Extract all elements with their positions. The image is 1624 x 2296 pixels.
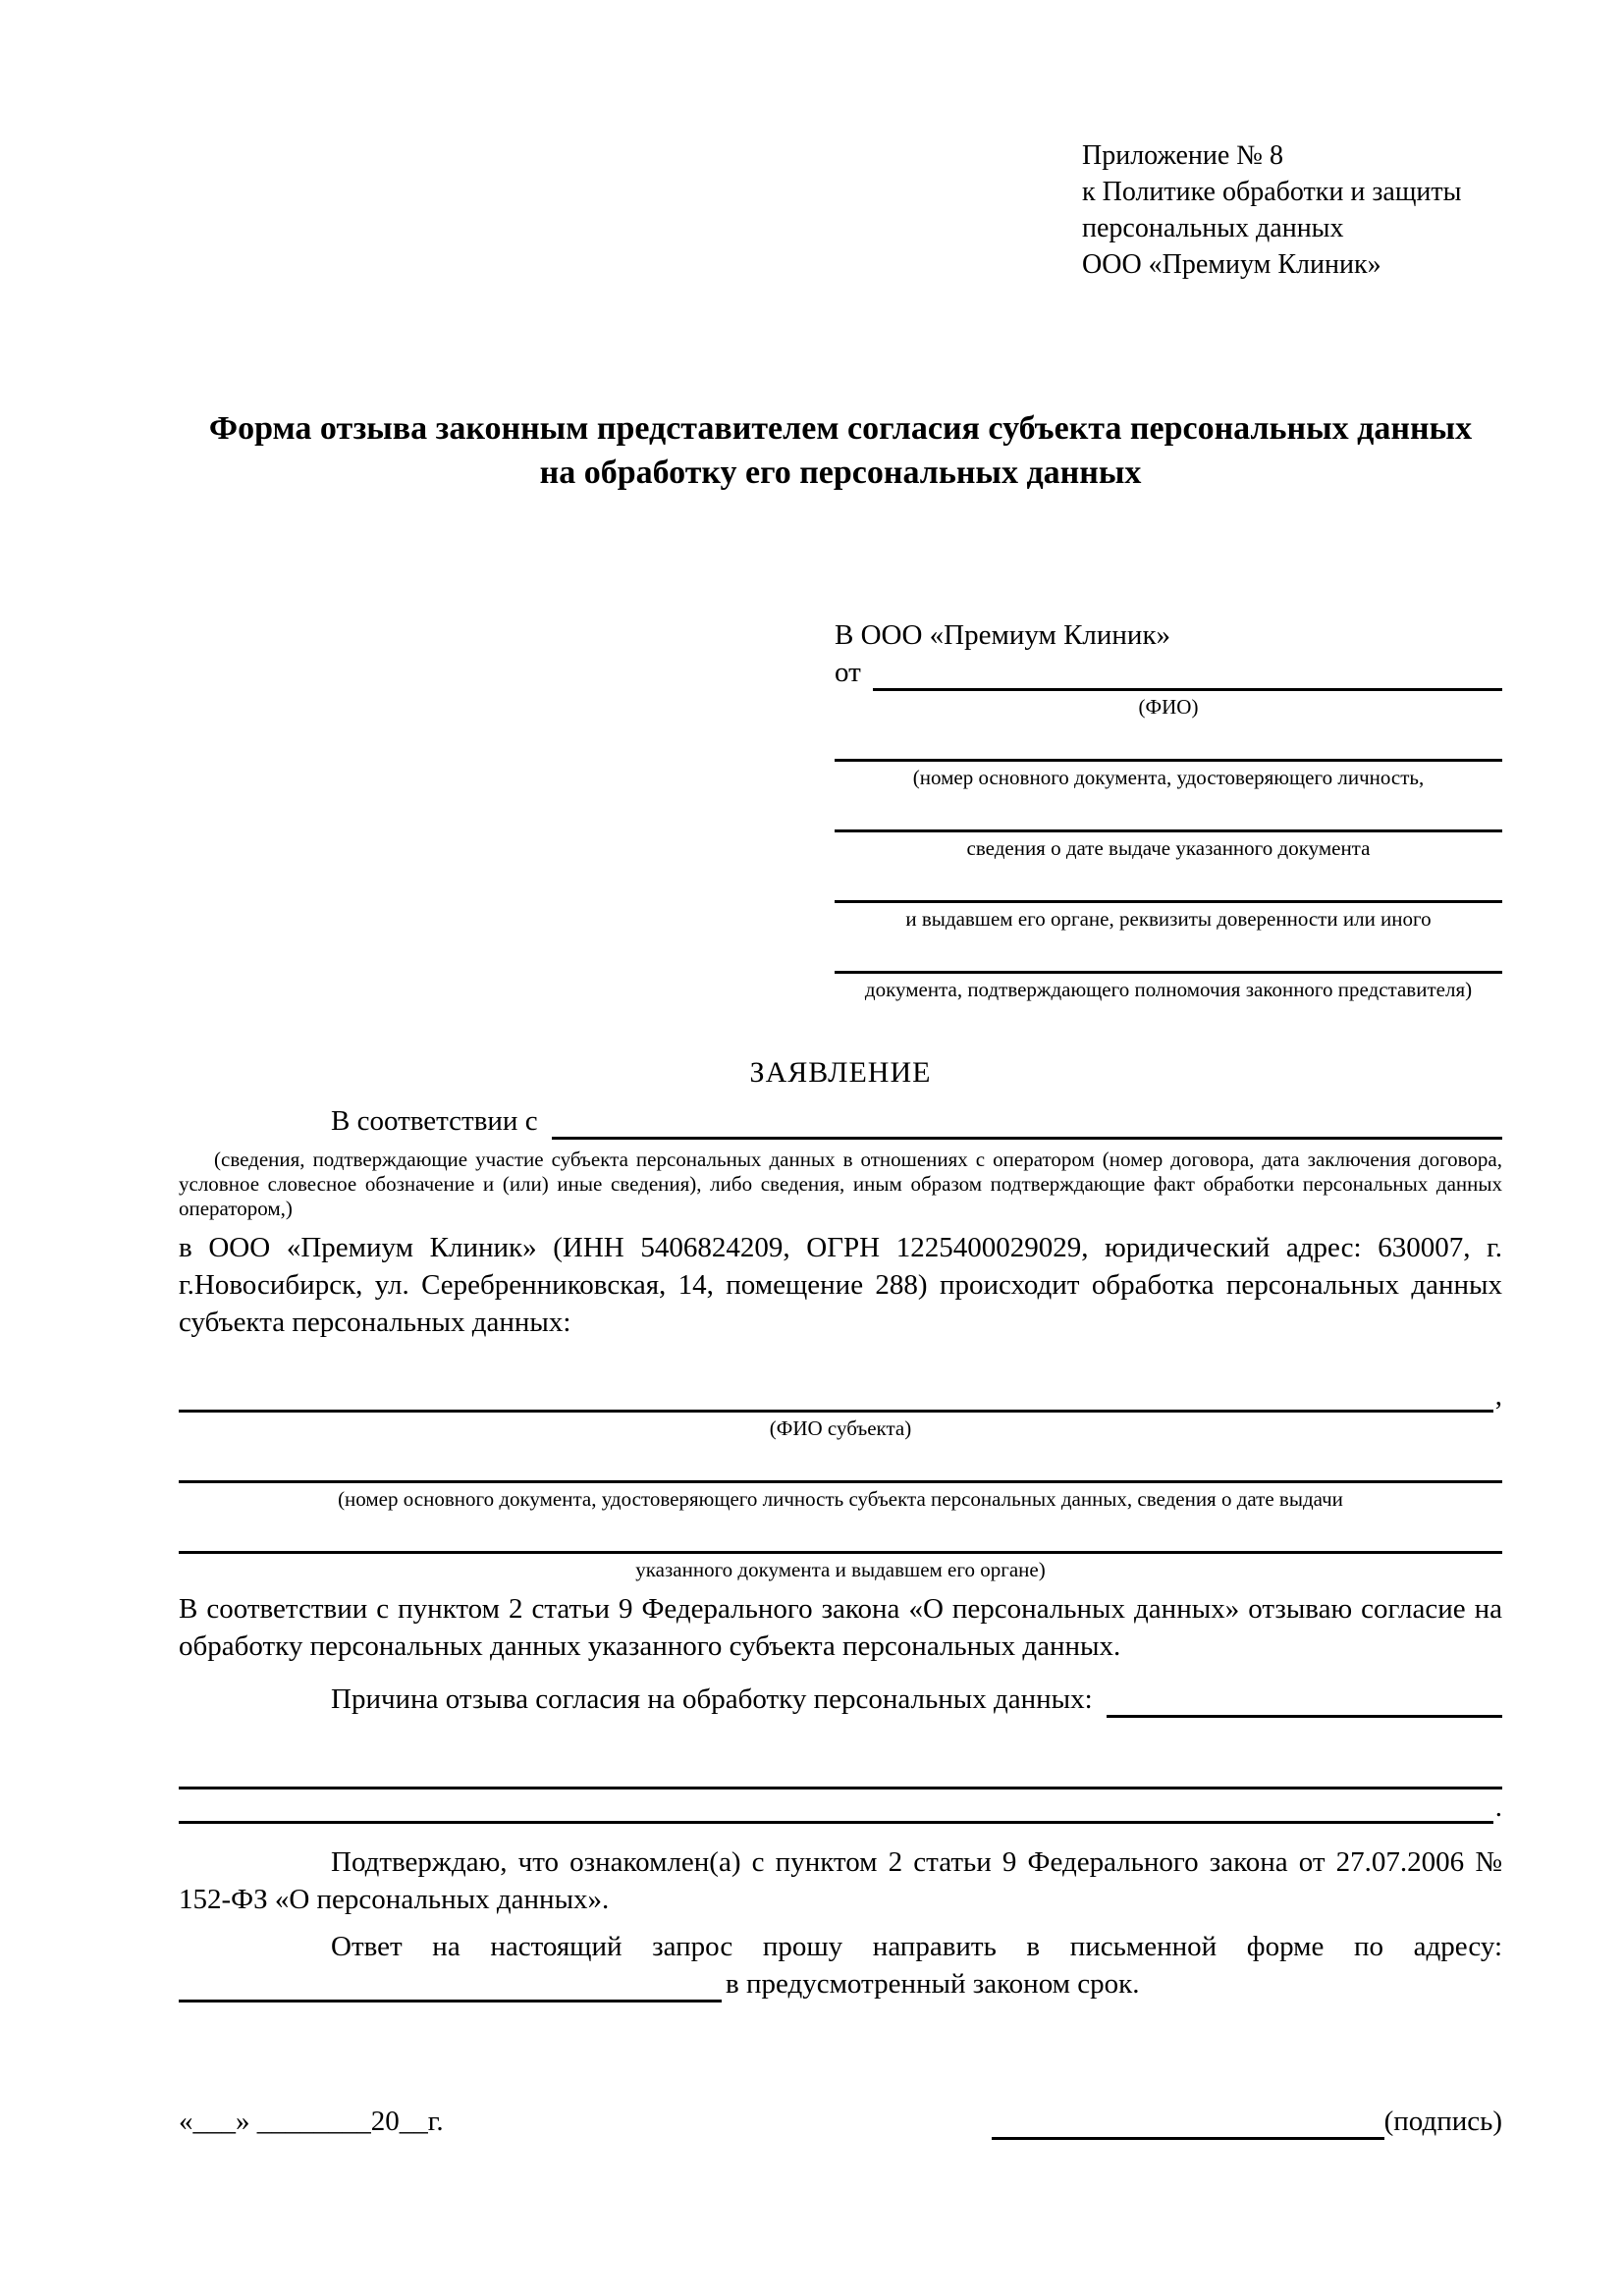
withdrawal-paragraph: В соответствии с пунктом 2 статьи 9 Федерального закона «О персональных данных» отзываю согласие на обработку персональных данных указанного субъекта персональных данных. [179, 1593, 1502, 1662]
reason-fill-line-short [1107, 1685, 1502, 1718]
statement-heading: ЗАЯВЛЕНИЕ [749, 1056, 932, 1089]
reason-row [179, 1681, 1502, 1718]
document-title: Форма отзыва законным представителем согласия субъекта персональных данных на обработку его персональных данных [208, 410, 1473, 491]
reason-fill-row-2 [179, 1789, 1502, 1824]
operator-info-paragraph: в ООО «Премиум Клиник» (ИНН 5406824209, ОГРН 1225400029029, юридический адрес: 630007, г. г.Новосибирск, ул. Серебренниковская, 14, помещение 288) происходит обработка персональных данных субъекта персональных данных: [179, 1232, 1502, 1338]
issuing-authority-fill-line [835, 861, 1502, 903]
subject-fio-caption: (ФИО субъекта) [769, 1416, 912, 1440]
subject-document-fill-line [179, 1441, 1502, 1483]
fio-fill-line [873, 659, 1502, 691]
appendix-number: Приложение № 8 [1082, 140, 1283, 171]
subject-fio-comma: , [1494, 1380, 1502, 1412]
subject-fio-fill-line [179, 1376, 1493, 1413]
issue-date-fill-line [835, 790, 1502, 832]
reply-address-row [179, 1965, 1502, 2002]
reply-tail: в предусмотренный законом срок. [726, 1968, 1140, 2000]
appendix-header [1082, 137, 1502, 283]
date-signature-row [179, 2103, 1502, 2140]
appendix-policy-line: к Политике обработки и защиты [1082, 177, 1462, 207]
recipient-organization: В ООО «Премиум Клиник» [835, 619, 1171, 651]
reply-address-fill-line [179, 1970, 722, 2002]
representative-authority-caption: документа, подтверждающего полномочия законного представителя) [864, 978, 1473, 1001]
subject-document-caption-top: (номер основного документа, удостоверяющего личность субъекта персональных данных, сведения о дате выдачи [338, 1487, 1343, 1511]
signature-fill-line [992, 2108, 1384, 2140]
signature-group [992, 2103, 1502, 2140]
appendix-policy-line2: персональных данных [1082, 213, 1344, 243]
reason-label: Причина отзыва согласия на обработку персональных данных: [331, 1683, 1093, 1715]
signature-caption: (подпись) [1383, 2106, 1502, 2137]
document-number-caption: (номер основного документа, удостоверяющего личность, [912, 766, 1425, 789]
subject-document-fill-line-2 [179, 1512, 1502, 1554]
appendix-company: ООО «Премиум Клиник» [1082, 249, 1381, 280]
subject-document-caption-bottom: указанного документа и выдавшем его органе) [635, 1558, 1046, 1581]
basis-row [179, 1102, 1502, 1140]
reason-fill-line-1 [179, 1753, 1502, 1789]
recipient-block [835, 616, 1502, 1002]
from-label: от [835, 657, 861, 688]
fio-caption: (ФИО) [1138, 695, 1199, 719]
document-number-fill-line [835, 720, 1502, 762]
subject-fio-row [179, 1376, 1502, 1413]
issue-date-caption: сведения о дате выдаче указанного документа [966, 836, 1371, 860]
confirmation-paragraph: Подтверждаю, что ознакомлен(а) с пунктом 2 статьи 9 Федерального закона от 27.07.2006 № 152-ФЗ «О персональных данных». [179, 1846, 1502, 1915]
issuing-authority-caption: и выдавшем его органе, реквизиты доверенности или иного [905, 907, 1432, 931]
representative-authority-fill-line [835, 932, 1502, 974]
from-row [835, 654, 1502, 691]
basis-prefix: В соответствии с [331, 1105, 538, 1137]
date-placeholder: «___» ________20__г. [179, 2106, 444, 2137]
basis-note: (сведения, подтверждающие участие субъекта персональных данных в отношениях с оператором (номер договора, дата заключения договора, условное словесное обозначение и (или) иные сведения), либо сведения, иным образом подтверждающие факт обработки персональных данных оператором,) [179, 1148, 1502, 1220]
basis-fill-line [552, 1107, 1502, 1140]
reason-fill-row-1 [179, 1753, 1502, 1789]
reply-request-paragraph: Ответ на настоящий запрос прошу направить в письменной форме по адресу: [331, 1931, 1502, 1962]
reason-fill-line-2 [179, 1789, 1493, 1824]
reason-period: . [1494, 1791, 1502, 1823]
